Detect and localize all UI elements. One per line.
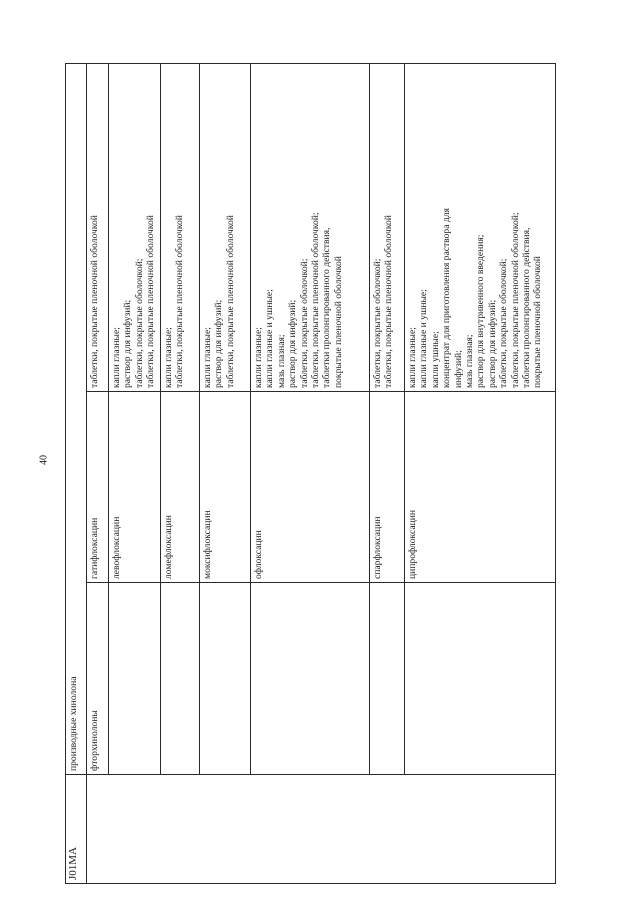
drug-table bbox=[65, 63, 556, 884]
dosage-forms-cell bbox=[405, 63, 556, 391]
dosage-form: таблетки, покрытые пленочной оболочкой bbox=[89, 215, 100, 388]
table-row bbox=[161, 63, 200, 883]
drug-name: спарфлоксацин bbox=[372, 516, 383, 579]
drug-name-cell bbox=[109, 392, 161, 583]
dosage-form: таблетки, покрытые пленочной оболочкой bbox=[224, 215, 236, 388]
dosage-form: таблетки, покрытые оболочкой; bbox=[133, 258, 145, 388]
dosage-form: раствор для инфузий; bbox=[213, 299, 225, 388]
dosage-form: таблетки, покрытые пленочной оболочкой bbox=[174, 215, 186, 388]
subgroup-name: фторхинолоны bbox=[89, 710, 100, 771]
drug-name: ломефлоксацин bbox=[163, 515, 174, 579]
dosage-form: мазь глазная; bbox=[464, 334, 476, 388]
drug-name-cell bbox=[87, 392, 109, 583]
table-row bbox=[66, 63, 87, 883]
dosage-form: покрытые пленочной оболочкой bbox=[332, 256, 344, 388]
table-row bbox=[200, 63, 251, 883]
dosage-form: капли глазные; bbox=[163, 327, 174, 388]
atc-code: J01MA bbox=[67, 846, 79, 880]
dosage-form: капли глазные; bbox=[202, 327, 213, 388]
table-row bbox=[109, 63, 161, 883]
subgroup-cell bbox=[87, 583, 109, 775]
empty-subgroup-cell bbox=[251, 583, 370, 775]
dosage-form: таблетки, покрытые пленочной оболочкой; bbox=[310, 212, 322, 388]
drug-name: ципрофлоксацин bbox=[407, 509, 418, 579]
group-name: производные хинолона bbox=[68, 676, 79, 771]
drug-name-cell bbox=[200, 392, 251, 583]
empty-subgroup-cell bbox=[405, 583, 556, 775]
dosage-forms-cell bbox=[251, 63, 370, 391]
empty-subgroup-cell bbox=[109, 583, 161, 775]
empty-subgroup-cell bbox=[370, 583, 405, 775]
dosage-form: капли глазные; bbox=[253, 327, 264, 388]
dosage-form: раствор для инфузий; bbox=[486, 299, 498, 388]
dosage-form: раствор для инфузий; bbox=[122, 299, 134, 388]
dosage-form: покрытые пленочной оболочкой bbox=[532, 256, 544, 388]
drug-name-cell bbox=[405, 392, 556, 583]
empty-subgroup-cell bbox=[200, 583, 251, 775]
drug-name-cell bbox=[161, 392, 200, 583]
drug-name-cell bbox=[370, 392, 405, 583]
drug-name: моксифлоксацин bbox=[202, 510, 213, 579]
drug-name: левофлоксацин bbox=[111, 516, 122, 579]
dosage-forms-cell bbox=[200, 63, 251, 391]
dosage-form: капли ушные; bbox=[429, 331, 441, 388]
dosage-forms-cell bbox=[109, 63, 161, 391]
dosage-form: таблетки пролонгированного действия, bbox=[521, 227, 533, 388]
atc-code-cell bbox=[66, 775, 87, 884]
page-number: 40 bbox=[38, 455, 50, 465]
dosage-form: концентрат для приготовления раствора для bbox=[441, 208, 453, 388]
dosage-form: капли глазные; bbox=[111, 327, 122, 388]
dosage-form: таблетки, покрытые оболочкой; bbox=[372, 258, 383, 388]
dosage-form: таблетки, покрытые оболочкой; bbox=[298, 258, 310, 388]
dosage-form: раствор для инфузий; bbox=[287, 299, 299, 388]
empty-code-cell bbox=[87, 775, 556, 884]
dosage-form: таблетки пролонгированного действия, bbox=[321, 227, 333, 388]
dosage-forms-cell bbox=[87, 63, 109, 391]
dosage-form: капли глазные и ушные; bbox=[418, 289, 430, 388]
dosage-form: таблетки, покрытые пленочной оболочкой; bbox=[509, 212, 521, 388]
empty-subgroup-cell bbox=[161, 583, 200, 775]
drug-name: офлоксацин bbox=[253, 530, 264, 579]
dosage-form: таблетки, покрытые оболочкой; bbox=[498, 258, 510, 388]
dosage-forms-cell bbox=[161, 63, 200, 391]
table-row bbox=[251, 63, 370, 883]
table-row bbox=[370, 63, 405, 883]
dosage-form: капли глазные; bbox=[407, 327, 418, 388]
table-row bbox=[405, 63, 556, 883]
dosage-form: капли глазные и ушные; bbox=[264, 289, 276, 388]
dosage-forms-cell bbox=[370, 63, 405, 391]
dosage-form: инфузий; bbox=[452, 350, 464, 388]
group-name-cell bbox=[66, 63, 87, 774]
table-row bbox=[87, 63, 109, 883]
dosage-form: таблетки, покрытые пленочной оболочкой bbox=[145, 215, 157, 388]
dosage-form: таблетки, покрытые пленочной оболочкой bbox=[383, 215, 395, 388]
dosage-form: мазь глазная; bbox=[275, 334, 287, 388]
dosage-form: раствор для внутривенного введения; bbox=[475, 234, 487, 388]
drug-name-cell bbox=[251, 392, 370, 583]
drug-name: гатифлоксацин bbox=[89, 517, 100, 579]
rotated-page bbox=[65, 64, 615, 884]
